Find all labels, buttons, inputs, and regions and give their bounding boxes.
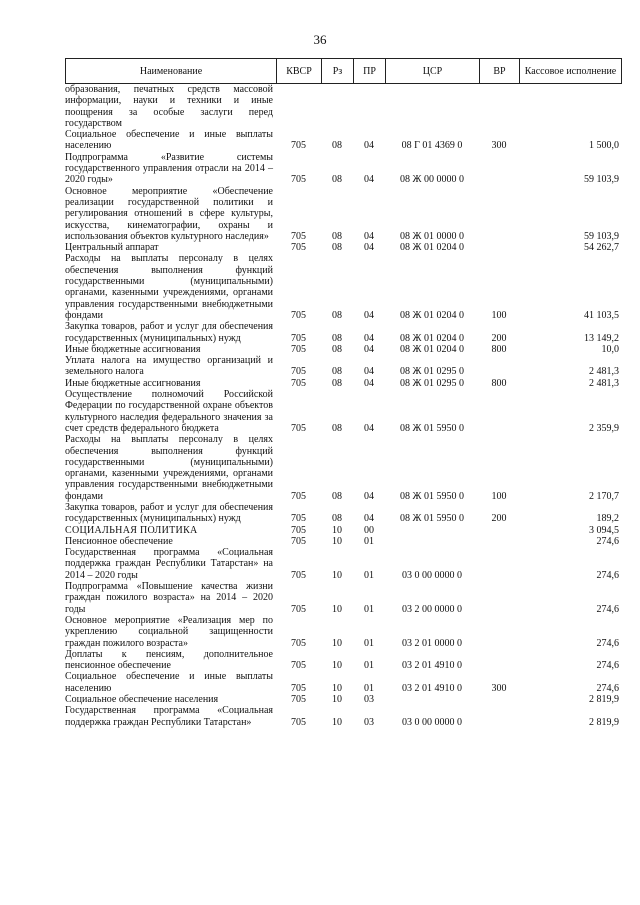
cell-csr: 08 Ж 01 0295 0 xyxy=(400,366,464,378)
cell-vr xyxy=(479,581,519,615)
cell-vr xyxy=(479,84,519,129)
cell-name: СОЦИАЛЬНАЯ ПОЛИТИКА xyxy=(65,524,198,536)
cell-pr: 04 xyxy=(364,230,374,242)
cell-pr: 01 xyxy=(364,603,374,615)
table-row xyxy=(65,705,621,728)
cell-csr xyxy=(385,525,479,536)
cell-sum: 54 262,7 xyxy=(584,242,619,254)
table-row xyxy=(65,152,621,186)
cell-csr xyxy=(385,694,479,705)
cell-kvsr: 705 xyxy=(291,309,306,321)
cell-rz: 10 xyxy=(332,603,342,615)
table-header xyxy=(65,58,622,84)
cell-csr: 08 Ж 01 0000 0 xyxy=(400,230,464,242)
cell-csr: 03 2 00 0000 0 xyxy=(402,603,462,615)
table-row xyxy=(65,581,621,615)
table-row xyxy=(65,389,621,434)
cell-vr xyxy=(479,242,519,253)
table-row xyxy=(65,536,621,547)
cell-kvsr: 705 xyxy=(291,140,306,152)
cell-csr: 08 Ж 01 5950 0 xyxy=(400,513,464,525)
cell-kvsr: 705 xyxy=(291,694,306,706)
header-pr: ПР xyxy=(354,59,386,84)
cell-pr: 01 xyxy=(364,682,374,694)
cell-vr xyxy=(479,705,519,728)
cell-name: Подпрограмма «Повышение качества жизни граждан пожилого возраста» на 2014 – 2020 годы xyxy=(65,581,273,615)
table-row xyxy=(65,242,621,253)
cell-sum: 2 170,7 xyxy=(589,490,619,502)
cell-rz: 10 xyxy=(332,569,342,581)
cell-pr: 03 xyxy=(364,694,374,706)
cell-pr: 01 xyxy=(364,660,374,672)
cell-sum: 1 500,0 xyxy=(589,140,619,152)
table-row xyxy=(65,502,621,525)
cell-kvsr: 705 xyxy=(291,230,306,242)
cell-name: Подпрограмма «Развитие системы государственного управления отрасли на 2014 – 2020 годы» xyxy=(65,151,273,186)
cell-rz: 10 xyxy=(332,535,342,547)
cell-vr xyxy=(479,355,519,378)
cell-vr xyxy=(479,615,519,649)
table-row xyxy=(65,615,621,649)
cell-rz: 08 xyxy=(332,343,342,355)
cell-kvsr: 705 xyxy=(291,343,306,355)
table-row xyxy=(65,253,621,321)
cell-csr: 08 Г 01 4369 0 xyxy=(401,140,463,152)
table-row xyxy=(65,321,621,344)
cell-name: Расходы на выплаты персоналу в целях обеспечения выполнения функций государственными (муниципальными) органами, казенными учреждениями, органами управления государственными внебюджетными фондами xyxy=(65,434,273,502)
cell-vr xyxy=(479,536,519,547)
cell-sum: 2 481,3 xyxy=(589,377,619,389)
cell-sum: 59 103,9 xyxy=(584,230,619,242)
cell-pr: 04 xyxy=(364,490,374,502)
cell-rz: 10 xyxy=(332,716,342,728)
cell-vr: 100 xyxy=(491,309,507,321)
table-body xyxy=(65,84,621,728)
cell-csr: 08 Ж 01 0204 0 xyxy=(400,242,464,254)
cell-rz: 08 xyxy=(332,140,342,152)
cell-kvsr: 705 xyxy=(291,513,306,525)
cell-kvsr: 705 xyxy=(291,682,306,694)
cell-sum: 2 819,9 xyxy=(589,716,619,728)
table-row xyxy=(65,355,621,378)
header-name: Наименование xyxy=(66,59,277,84)
cell-csr: 08 Ж 01 0204 0 xyxy=(400,309,464,321)
cell-name: Доплаты к пенсиям, дополнительное пенсионное обеспечение xyxy=(65,648,273,672)
cell-vr: 200 xyxy=(491,513,507,525)
cell-csr: 03 0 00 0000 0 xyxy=(402,569,462,581)
table-row xyxy=(65,434,621,502)
table-row xyxy=(65,84,621,129)
cell-pr xyxy=(353,84,385,129)
cell-vr: 300 xyxy=(491,140,507,152)
cell-name: Уплата налога на имущество организаций и земельного налога xyxy=(65,355,273,378)
cell-csr: 08 Ж 01 0204 0 xyxy=(400,343,464,355)
cell-vr xyxy=(479,547,519,581)
cell-rz: 10 xyxy=(332,694,342,706)
cell-kvsr: 705 xyxy=(291,637,306,649)
cell-vr: 200 xyxy=(491,332,507,344)
cell-pr: 04 xyxy=(364,377,374,389)
cell-vr xyxy=(479,186,519,242)
header-sum: Кассовое исполнение xyxy=(520,59,622,84)
cell-vr: 300 xyxy=(491,682,507,694)
cell-kvsr: 705 xyxy=(291,242,306,254)
cell-name: Государственная программа «Социальная поддержка граждан Республики Татарстан» xyxy=(65,705,273,728)
table-row xyxy=(65,547,621,581)
cell-vr xyxy=(479,152,519,186)
cell-pr: 04 xyxy=(364,332,374,344)
cell-csr: 03 2 01 0000 0 xyxy=(402,637,462,649)
cell-sum: 2 481,3 xyxy=(589,366,619,378)
cell-vr xyxy=(479,649,519,672)
cell-vr xyxy=(479,694,519,705)
cell-rz: 08 xyxy=(332,377,342,389)
cell-kvsr: 705 xyxy=(291,716,306,728)
cell-pr: 04 xyxy=(364,366,374,378)
cell-csr: 03 2 01 4910 0 xyxy=(402,682,462,694)
cell-name: Иные бюджетные ассигнования xyxy=(65,343,201,355)
cell-rz: 08 xyxy=(332,490,342,502)
table-row xyxy=(65,525,621,536)
cell-rz: 10 xyxy=(332,637,342,649)
cell-sum xyxy=(519,84,621,129)
cell-csr: 08 Ж 00 0000 0 xyxy=(400,174,464,186)
cell-pr: 03 xyxy=(364,716,374,728)
cell-sum: 189,2 xyxy=(596,513,619,525)
table-row xyxy=(65,378,621,389)
cell-sum: 41 103,5 xyxy=(584,309,619,321)
cell-rz: 08 xyxy=(332,366,342,378)
cell-sum: 2 359,9 xyxy=(589,422,619,434)
cell-rz: 08 xyxy=(332,230,342,242)
cell-sum: 274,6 xyxy=(596,535,619,547)
cell-kvsr: 705 xyxy=(291,366,306,378)
cell-sum: 274,6 xyxy=(596,660,619,672)
cell-kvsr: 705 xyxy=(291,422,306,434)
cell-sum: 59 103,9 xyxy=(584,174,619,186)
cell-vr xyxy=(479,525,519,536)
cell-kvsr: 705 xyxy=(291,603,306,615)
cell-sum: 10,0 xyxy=(601,343,619,355)
cell-name: Социальное обеспечение и иные выплаты населению xyxy=(65,671,273,694)
cell-vr: 800 xyxy=(491,343,507,355)
cell-csr: 03 0 00 0000 0 xyxy=(402,716,462,728)
cell-pr: 04 xyxy=(364,309,374,321)
cell-name: Закупка товаров, работ и услуг для обеспечения государственных (муниципальных) нужд xyxy=(65,321,273,344)
cell-pr: 00 xyxy=(364,524,374,536)
cell-pr: 04 xyxy=(364,242,374,254)
cell-sum: 274,6 xyxy=(596,682,619,694)
cell-vr: 800 xyxy=(491,377,507,389)
cell-name: Социальное обеспечение и иные выплаты населению xyxy=(65,129,273,152)
cell-csr: 08 Ж 01 0204 0 xyxy=(400,332,464,344)
cell-name: образования, печатных средств массовой информации, науки и техники и иные поощрения за особые заслуги перед государством xyxy=(65,84,273,129)
cell-pr: 01 xyxy=(364,535,374,547)
cell-kvsr: 705 xyxy=(291,332,306,344)
cell-rz: 08 xyxy=(332,332,342,344)
cell-rz: 10 xyxy=(332,524,342,536)
table-row xyxy=(65,129,621,152)
cell-name: Социальное обеспечение населения xyxy=(65,694,219,706)
cell-pr: 04 xyxy=(364,513,374,525)
cell-csr: 08 Ж 01 0295 0 xyxy=(400,377,464,389)
table-row xyxy=(65,694,621,705)
cell-rz: 08 xyxy=(332,422,342,434)
cell-kvsr: 705 xyxy=(291,174,306,186)
cell-kvsr: 705 xyxy=(291,660,306,672)
cell-sum: 13 149,2 xyxy=(584,332,619,344)
cell-name: Расходы на выплаты персоналу в целях обеспечения выполнения функций государственными (муниципальными) органами, казенными учреждениями, органами управления государственными внебюджетными фондами xyxy=(65,253,273,321)
table-row xyxy=(65,186,621,242)
cell-name: Осуществление полномочий Российской Федерации по государственной охране объектов культурного наследия федерального значения за счет средств федерального бюджета xyxy=(65,389,273,434)
cell-pr: 01 xyxy=(364,637,374,649)
cell-rz: 08 xyxy=(332,242,342,254)
table-row xyxy=(65,344,621,355)
table-row xyxy=(65,649,621,672)
cell-rz: 08 xyxy=(332,513,342,525)
header-vr: ВР xyxy=(480,59,520,84)
cell-kvsr: 705 xyxy=(291,535,306,547)
cell-kvsr xyxy=(276,84,321,129)
cell-pr: 01 xyxy=(364,569,374,581)
cell-rz: 08 xyxy=(332,309,342,321)
cell-sum: 3 094,5 xyxy=(589,524,619,536)
cell-rz: 10 xyxy=(332,682,342,694)
cell-name: Государственная программа «Социальная поддержка граждан Республики Татарстан» на 2014 – 2020 годы xyxy=(65,547,273,581)
header-csr: ЦСР xyxy=(386,59,480,84)
cell-pr: 04 xyxy=(364,140,374,152)
cell-sum: 274,6 xyxy=(596,637,619,649)
cell-name: Пенсионное обеспечение xyxy=(65,535,173,547)
cell-name: Центральный аппарат xyxy=(65,242,159,254)
cell-kvsr: 705 xyxy=(291,569,306,581)
cell-csr xyxy=(385,536,479,547)
cell-sum: 274,6 xyxy=(596,603,619,615)
cell-rz: 08 xyxy=(332,174,342,186)
cell-csr: 03 2 01 4910 0 xyxy=(402,660,462,672)
cell-rz: 10 xyxy=(332,660,342,672)
cell-pr: 04 xyxy=(364,343,374,355)
cell-kvsr: 705 xyxy=(291,377,306,389)
cell-pr: 04 xyxy=(364,174,374,186)
cell-vr: 100 xyxy=(491,490,507,502)
cell-name: Основное мероприятие «Реализация мер по укреплению социальной защищенности граждан пожилого возраста» xyxy=(65,614,273,649)
cell-csr: 08 Ж 01 5950 0 xyxy=(400,422,464,434)
header-kvsr: КВСР xyxy=(277,59,322,84)
cell-rz xyxy=(321,84,353,129)
cell-kvsr: 705 xyxy=(291,490,306,502)
cell-csr xyxy=(385,84,479,129)
cell-vr xyxy=(479,389,519,434)
cell-csr: 08 Ж 01 5950 0 xyxy=(400,490,464,502)
cell-name: Закупка товаров, работ и услуг для обеспечения государственных (муниципальных) нужд xyxy=(65,501,273,525)
table-row xyxy=(65,671,621,694)
header-rz: Рз xyxy=(322,59,354,84)
cell-pr: 04 xyxy=(364,422,374,434)
cell-name: Иные бюджетные ассигнования xyxy=(65,377,201,389)
page-number: 36 xyxy=(313,32,327,47)
cell-kvsr: 705 xyxy=(291,524,306,536)
cell-name: Основное мероприятие «Обеспечение реализации государственной политики и регулирования отношений в сфере культуры, искусства, кинематографии, охраны и использования объектов культурного наследия» xyxy=(65,185,273,242)
cell-sum: 2 819,9 xyxy=(589,694,619,706)
cell-sum: 274,6 xyxy=(596,569,619,581)
